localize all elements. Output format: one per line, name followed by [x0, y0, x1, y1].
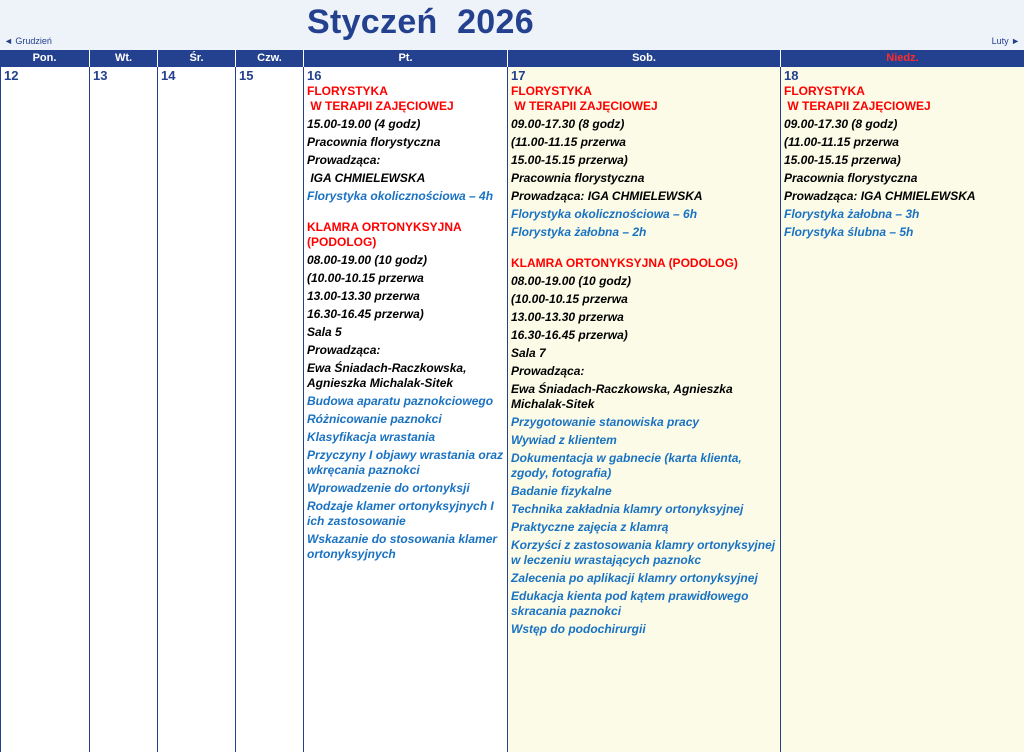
day-number: 16	[307, 68, 322, 83]
event-topic: Zalecenia po aplikacji klamry ortonyksyjnej	[511, 571, 758, 585]
event-title: FLORYSTYKA	[784, 84, 865, 98]
event-topic: Rodzaje klamer ortonyksyjnych I ich zastosowanie	[307, 499, 494, 528]
event-topic: Klasyfikacja wrastania	[307, 430, 436, 444]
day-number: 15	[239, 68, 254, 83]
event-detail: Pracownia florystyczna	[511, 171, 645, 185]
event-spacer	[511, 242, 780, 256]
calendar-header	[0, 0, 1024, 50]
event-detail: (11.00-11.15 przerwa	[511, 135, 626, 149]
event-detail: Sala 5	[307, 325, 342, 339]
day-cell-saturday[interactable]	[508, 67, 781, 752]
event-detail: 09.00-17.30 (8 godz)	[511, 117, 625, 131]
event-topic: Budowa aparatu paznokciowego	[307, 394, 494, 408]
next-month-link[interactable]: Luty ►	[991, 36, 1020, 46]
weekday-tuesday: Wt.	[90, 50, 158, 67]
event-detail: 08.00-19.00 (10 godz)	[307, 253, 428, 267]
event-detail: Ewa Śniadach-Raczkowska, Agnieszka Michalak-Sitek	[511, 382, 733, 411]
event-detail: 15.00-15.15 przerwa)	[511, 153, 628, 167]
event-detail: Prowadząca:	[307, 343, 381, 357]
day-cell-monday[interactable]	[0, 67, 90, 752]
event-topic: Wstęp do podochirurgii	[511, 622, 646, 636]
event-title: W TERAPII ZAJĘCIOWEJ	[511, 99, 658, 113]
day-cell-friday[interactable]	[304, 67, 508, 752]
event-title: W TERAPII ZAJĘCIOWEJ	[784, 99, 931, 113]
event-topic: Korzyści z zastosowania klamry ortonyksyjnej w leczeniu wrastających paznokc	[511, 538, 776, 567]
event-topic: Wywiad z klientem	[511, 433, 617, 447]
day-number: 18	[784, 68, 799, 83]
weekday-header-row	[0, 50, 1024, 67]
weekday-sunday: Niedz.	[886, 52, 919, 64]
event-topic: Technika zakładnia klamry ortonyksyjnej	[511, 502, 744, 516]
event-topic: Florystyka okolicznościowa – 6h	[511, 207, 698, 221]
weekday-thursday: Czw.	[236, 50, 304, 67]
event-title: FLORYSTYKA	[307, 84, 388, 98]
weekday-wednesday: Śr.	[158, 50, 236, 67]
event-detail: Prowadząca: IGA CHMIELEWSKA	[784, 189, 976, 203]
day-number: 13	[93, 68, 108, 83]
event-detail: Prowadząca:	[307, 153, 381, 167]
event-topic: Przygotowanie stanowiska pracy	[511, 415, 700, 429]
event-detail: 16.30-16.45 przerwa)	[307, 307, 424, 321]
event-topic: Florystyka żałobna – 2h	[511, 225, 647, 239]
event-detail: Ewa Śniadach-Raczkowska, Agnieszka Michalak-Sitek	[307, 361, 467, 390]
event-topic: Florystyka żałobna – 3h	[784, 207, 920, 221]
event-topic: Przyczyny I objawy wrastania oraz wkręcania paznokci	[307, 448, 504, 477]
day-cell-thursday[interactable]	[236, 67, 304, 752]
weekday-monday: Pon.	[0, 50, 90, 67]
event-detail: 13.00-13.30 przerwa	[307, 289, 420, 303]
event-detail: (10.00-10.15 przerwa	[307, 271, 424, 285]
weekday-friday: Pt.	[304, 50, 508, 67]
event-topic: Florystyka ślubna – 5h	[784, 225, 914, 239]
event-topic: Wprowadzenie do ortonyksji	[307, 481, 470, 495]
day-number: 17	[511, 68, 526, 83]
event-spacer	[307, 206, 507, 220]
event-detail: 09.00-17.30 (8 godz)	[784, 117, 898, 131]
event-topic: Wskazanie do stosowania klamer ortonyksyjnych	[307, 532, 498, 561]
event-title: W TERAPII ZAJĘCIOWEJ	[307, 99, 454, 113]
day-cell-sunday[interactable]	[781, 67, 1024, 752]
event-topic: Badanie fizykalne	[511, 484, 612, 498]
event-detail: (11.00-11.15 przerwa	[784, 135, 899, 149]
event-detail: Prowadząca:	[511, 364, 585, 378]
event-detail: Sala 7	[511, 346, 546, 360]
event-topic: Edukacja kienta pod kątem prawidłowego skracania paznokci	[511, 589, 749, 618]
event-topic: Różnicowanie paznokci	[307, 412, 442, 426]
event-detail: (10.00-10.15 przerwa	[511, 292, 628, 306]
day-number: 14	[161, 68, 176, 83]
event-topic: Praktyczne zajęcia z klamrą	[511, 520, 669, 534]
event-detail: 08.00-19.00 (10 godz)	[511, 274, 632, 288]
event-detail: 16.30-16.45 przerwa)	[511, 328, 628, 342]
event-detail: 15.00-19.00 (4 godz)	[307, 117, 421, 131]
event-detail: 15.00-15.15 przerwa)	[784, 153, 901, 167]
day-cell-wednesday[interactable]	[158, 67, 236, 752]
event-detail: IGA CHMIELEWSKA	[307, 171, 426, 185]
event-detail: Pracownia florystyczna	[307, 135, 441, 149]
day-number: 12	[4, 68, 19, 83]
event-title: FLORYSTYKA	[511, 84, 592, 98]
event-title: KLAMRA ORTONYKSYJNA (PODOLOG)	[511, 256, 738, 270]
event-title: KLAMRA ORTONYKSYJNA (PODOLOG)	[307, 220, 462, 249]
event-detail: Prowadząca: IGA CHMIELEWSKA	[511, 189, 703, 203]
event-detail: Pracownia florystyczna	[784, 171, 918, 185]
weekday-saturday: Sob.	[508, 50, 781, 67]
month-title: Styczeń 2026	[307, 3, 534, 41]
event-topic: Dokumentacja w gabnecie (karta klienta, zgody, fotografia)	[511, 451, 742, 480]
day-cell-tuesday[interactable]	[90, 67, 158, 752]
event-detail: 13.00-13.30 przerwa	[511, 310, 624, 324]
event-topic: Florystyka okolicznościowa – 4h	[307, 189, 494, 203]
prev-month-link[interactable]: ◄ Grudzień	[4, 36, 52, 46]
